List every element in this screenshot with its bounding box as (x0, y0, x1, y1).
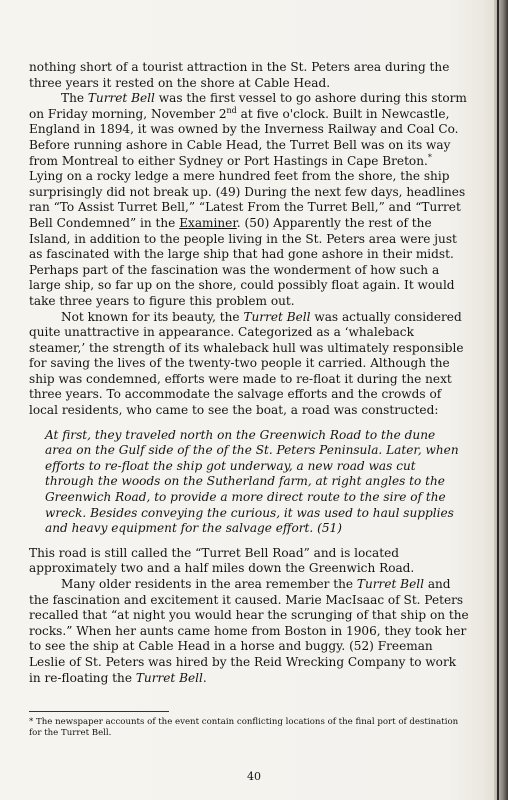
text-run: at five o'clock. Built in Newcastle, England in 1894, it was owned by the Inverness Railway and Coal Co. Before running ashore in Cable Head, the Turret Bell was on its way from Montreal to either Sydney or Port Hastings in Cape Breton. (29, 106, 459, 168)
text-run: The (61, 91, 88, 106)
page-number: 40 (247, 770, 261, 783)
text-run: Turret Bell (356, 577, 424, 591)
text-run: * (427, 152, 432, 162)
text-run: . (50) Apparently the rest of the Island, in addition to the people living in the St. Peters area were just as fascinated with the large ship that had gone ashore in their midst. Perhaps part of the fascination was the wonderment of how such a large ship, so far up on the shore, could possibly float again. It would take three years to figure this problem out. (29, 215, 457, 308)
text-run: This road is still called the “Turret Bell Road” and is located approximately two and a half miles down the Greenwich Road. (29, 545, 415, 576)
text-run: . (202, 670, 207, 685)
text-run: Examiner (179, 215, 237, 230)
text-run: Not known for its beauty, the (61, 309, 244, 324)
text-run: Many older residents in the area remember the (61, 577, 357, 591)
text-run: Lying on a rocky ledge a mere hundred feet from the shore, the ship surprisingly did not break up. (49) During the next few days, headlines ran “To Assist Turret Bell,” “Latest From the Turret Bell,” and “Turret Bell Condemned” in the (29, 169, 466, 230)
text-run: Turret Bell (243, 309, 311, 324)
text-run: nothing short of a tourist attraction in the St. Peters area during the three years it rested on the shore at Cable Head. (29, 60, 450, 90)
text-run: nd (226, 105, 237, 115)
body-text (29, 60, 469, 686)
block-quote (45, 428, 465, 537)
paragraph-5 (29, 577, 469, 686)
text-run: At first, they traveled north on the Greenwich Road to the dune area on the Gulf side of the of the St. Peters Peninsula. Later, when efforts to re-float the ship got underway, a new road was cut through the woods on the Sutherland farm, at right angles to the Greenwich Road, to provide a more direct route to the sire of the wreck. Besides conveying the curious, it was used to haul supplies and heavy equipment for the salvage effort. (51) (45, 427, 459, 536)
text-run: was the first vessel to go ashore during this storm on Friday morning, November 2 (29, 91, 467, 121)
text-run: was actually considered quite unattractive in appearance. Categorized as a ‘whaleback steamer,’ the strength of its whaleback hull was ultimately responsible for saving the lives of the twenty-two people it carried. Although the ship was condemned, efforts were made to re-float it during the next three years. To accommodate the salvage efforts and the crowds of local residents, who came to see the boat, a road was constructed: (29, 309, 464, 418)
footnote: * The newspaper accounts of the event contain conflicting locations of the final port of destination for the Turret Bell. (29, 717, 459, 738)
paragraph-3 (29, 310, 469, 419)
paragraph-4 (29, 546, 469, 577)
footnote-divider (29, 711, 169, 712)
text-run: and the fascination and excitement it caused. Marie MacIsaac of St. Peters recalled that “at night you would hear the scrunging of that ship on the rocks.” When her aunts came home from Boston in 1906, they took her to see the ship at Cable Head in a horse and buggy. (52) Freeman Leslie of St. Peters was hired by the Reid Wrecking Company to work in re-floating the (29, 577, 469, 685)
text-run: Turret Bell (87, 91, 155, 106)
page-binding-edge (494, 0, 508, 800)
paragraph-2 (29, 91, 469, 309)
paragraph-1 (29, 60, 469, 91)
text-run: Turret Bell (135, 670, 203, 685)
